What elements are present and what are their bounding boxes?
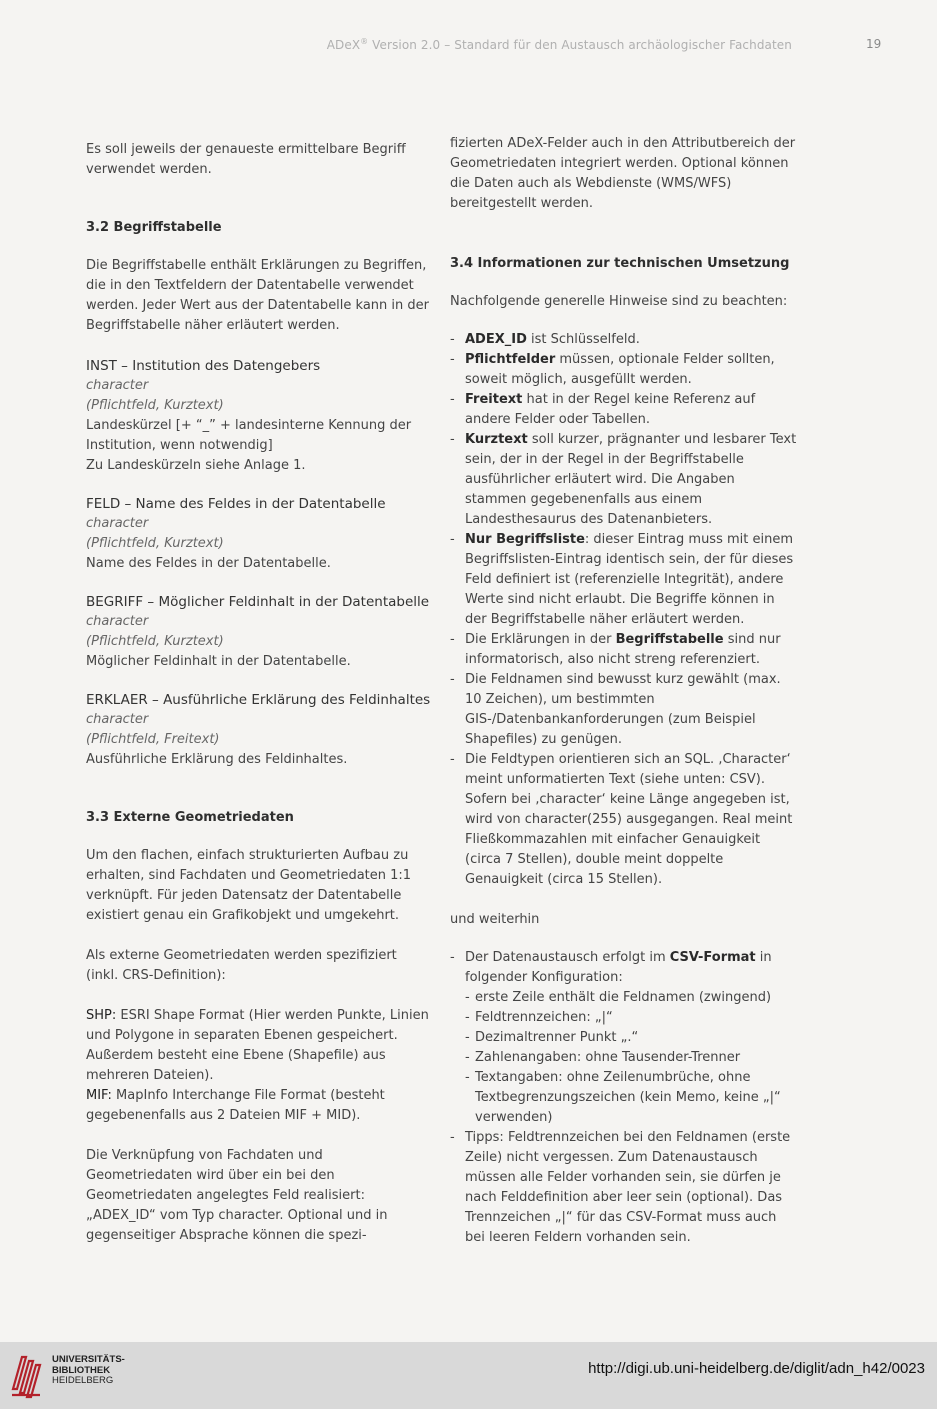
glossary-requirement: (Pflichtfeld, Kurztext) bbox=[86, 536, 224, 551]
item-text: sind nur informatorisch, also nicht streng referenziert. bbox=[465, 632, 781, 667]
glossary-title: FELD – Name des Feldes in der Datentabelle bbox=[86, 496, 386, 512]
list-item: - Die Feldnamen sind bewusst kurz gewählt (max. 10 Zeichen), um bestimmten GIS-/Datenbankanforderungen (zum Beispiel Shapefiles) zu genügen. bbox=[450, 670, 798, 750]
section-heading-3-2: 3.2 Begriffstabelle bbox=[86, 220, 222, 235]
paragraph-3-4: Nachfolgende generelle Hinweise sind zu beachten: bbox=[450, 294, 788, 309]
logo-line: UNIVERSITÄTS- bbox=[52, 1354, 125, 1365]
glossary-entry bbox=[86, 356, 432, 476]
mif-definition bbox=[86, 1086, 432, 1126]
section-heading-3-3: 3.3 Externe Geometriedaten bbox=[86, 810, 294, 825]
sub-list-item: - Feldtrennzeichen: „|“ bbox=[465, 1008, 798, 1028]
glossary-type: character bbox=[86, 712, 149, 727]
list-item bbox=[450, 948, 798, 1128]
logo-line: HEIDELBERG bbox=[52, 1375, 114, 1386]
list-item: - Die Feldtypen orientieren sich an SQL. ‚Character‘ meint unformatierten Text (siehe unten: CSV). Sofern bei ‚character‘ keine Länge angegeben ist, wird von character(255) ausgegangen. Real meint Fließkommazahlen mit einfacher Genauigkeit (circa 7 Stellen), double meint doppelte Genauigkeit (circa 15 Stellen). bbox=[450, 750, 798, 890]
mif-label: MIF: bbox=[86, 1088, 112, 1103]
item-text: Die Erklärungen in der bbox=[465, 632, 616, 647]
und-weiterhin: und weiterhin bbox=[450, 912, 540, 927]
glossary-title: INST – Institution des Datengebers bbox=[86, 358, 321, 374]
term: Begriffstabelle bbox=[615, 632, 724, 647]
library-name bbox=[52, 1355, 125, 1387]
paragraph-3-3-c: Die Verknüpfung von Fachdaten und Geometriedaten wird über ein bei den Geometriedaten angelegtes Feld realisiert: „ADEX_ID“ vom Typ character. Optional und in gegenseitiger Absprache können die spezi- bbox=[86, 1148, 388, 1243]
term: Pflichtfelder bbox=[465, 352, 556, 367]
item-text: ist Schlüsselfeld. bbox=[526, 332, 640, 347]
shp-definition bbox=[86, 1006, 432, 1086]
list-item bbox=[450, 330, 798, 350]
glossary-entry bbox=[86, 494, 432, 574]
term: CSV-Format bbox=[669, 950, 756, 965]
glossary-type: character bbox=[86, 614, 149, 629]
logo-line: BIBLIOTHEK bbox=[52, 1364, 111, 1376]
glossary-requirement: (Pflichtfeld, Kurztext) bbox=[86, 398, 224, 413]
item-text: Der Datenaustausch erfolgt im bbox=[465, 950, 670, 965]
header-title: Version 2.0 – Standard für den Austausch archäologischer Fachdaten bbox=[372, 38, 792, 52]
glossary-title: BEGRIFF – Möglicher Feldinhalt in der Datentabelle bbox=[86, 594, 430, 610]
left-column bbox=[86, 140, 432, 1246]
glossary-description: Möglicher Feldinhalt in der Datentabelle. bbox=[86, 654, 351, 669]
list-item bbox=[450, 350, 798, 390]
header-brand: ADeX bbox=[326, 38, 361, 52]
item-text: in folgender Konfiguration: bbox=[465, 950, 772, 985]
right-column bbox=[450, 134, 798, 1248]
term: Freitext bbox=[465, 392, 523, 407]
continuation-paragraph: fizierten ADeX-Felder auch in den Attributbereich der Geometriedaten integriert werden. Optional können die Daten auch als Webdienste (WMS/WFS) bereitgestellt werden. bbox=[450, 136, 796, 211]
list-item: - Tipps: Feldtrennzeichen bei den Feldnamen (erste Zeile) nicht vergessen. Zum Datenaustausch müssen alle Felder vorhanden sein, sie dürfen je nach Felddefinition aber leer sein (optional). Das Trennzeichen „|“ für das CSV-Format muss auch bei leeren Feldern vorhanden sein. bbox=[450, 1128, 798, 1248]
glossary-entry bbox=[86, 592, 432, 672]
glossary-description-extra: Zu Landeskürzeln siehe Anlage 1. bbox=[86, 458, 306, 473]
paragraph-3-2: Die Begriffstabelle enthält Erklärungen zu Begriffen, die in den Textfeldern der Datentabelle verwendet werden. Jeder Wert aus der Datentabelle kann in der Begriffstabelle näher erläutert werden. bbox=[86, 258, 429, 333]
page-number: 19 bbox=[866, 37, 882, 51]
shp-label: SHP: bbox=[86, 1008, 117, 1023]
list-item bbox=[450, 390, 798, 430]
glossary-title: ERKLAER – Ausführliche Erklärung des Feldinhaltes bbox=[86, 692, 431, 708]
item-text: : dieser Eintrag muss mit einem Begriffslisten-Eintrag identisch sein, der für dieses Feld definiert ist (referenzielle Integrität), andere Werte sind nicht erlaubt. Die Begriffe können in der Begriffstabelle näher erläutert werden. bbox=[465, 532, 794, 627]
list-item bbox=[450, 430, 798, 530]
library-logo-icon bbox=[10, 1349, 46, 1401]
sub-list-item: - Dezimaltrenner Punkt „.“ bbox=[465, 1028, 798, 1048]
hints-list bbox=[450, 330, 798, 890]
shp-text: ESRI Shape Format (Hier werden Punkte, Linien und Polygone in separaten Ebenen gespeichert. Außerdem besteht eine Ebene (Shapefile) aus mehreren Dateien). bbox=[86, 1008, 429, 1083]
intro-paragraph: Es soll jeweils der genaueste ermittelbare Begriff verwendet werden. bbox=[86, 142, 406, 177]
glossary-description: Name des Feldes in der Datentabelle. bbox=[86, 556, 331, 571]
mif-text: MapInfo Interchange File Format (besteht gegebenenfalls aus 2 Dateien MIF + MID). bbox=[86, 1088, 385, 1123]
list-item bbox=[450, 530, 798, 630]
item-text: müssen, optionale Felder sollten, soweit möglich, ausgefüllt werden. bbox=[465, 352, 775, 387]
term: ADEX_ID bbox=[465, 332, 527, 347]
sub-list-item: - erste Zeile enthält die Feldnamen (zwingend) bbox=[465, 988, 798, 1008]
paragraph-3-3-a: Um den flachen, einfach strukturierten Aufbau zu erhalten, sind Fachdaten und Geometriedaten 1:1 verknüpft. Für jeden Datensatz der Datentabelle existiert genau ein Grafikobjekt und umgekehrt. bbox=[86, 848, 412, 923]
list-item bbox=[450, 630, 798, 670]
section-heading-3-4: 3.4 Informationen zur technischen Umsetzung bbox=[450, 256, 790, 271]
term: Nur Begriffsliste bbox=[465, 532, 585, 547]
term: Kurztext bbox=[465, 432, 528, 447]
glossary-description: Ausführliche Erklärung des Feldinhaltes. bbox=[86, 752, 348, 767]
paragraph-3-3-b: Als externe Geometriedaten werden spezifiziert (inkl. CRS-Definition): bbox=[86, 948, 397, 983]
glossary-type: character bbox=[86, 378, 149, 393]
glossary-requirement: (Pflichtfeld, Freitext) bbox=[86, 732, 220, 747]
registered-mark: ® bbox=[360, 37, 369, 46]
sub-list-item: - Zahlenangaben: ohne Tausender-Trenner bbox=[465, 1048, 798, 1068]
csv-config-list bbox=[465, 988, 798, 1128]
running-header bbox=[300, 37, 792, 52]
item-text: hat in der Regel keine Referenz auf andere Felder oder Tabellen. bbox=[465, 392, 756, 427]
sub-list-item: - Textangaben: ohne Zeilenumbrüche, ohne Textbegrenzungszeichen (kein Memo, keine „|“ verwenden) bbox=[465, 1068, 798, 1128]
footer-bar bbox=[0, 1342, 937, 1409]
csv-list bbox=[450, 948, 798, 1248]
glossary-type: character bbox=[86, 516, 149, 531]
source-url-link[interactable]: http://digi.ub.uni-heidelberg.de/diglit/adn_h42/0023 bbox=[588, 1360, 925, 1377]
glossary-entry bbox=[86, 690, 432, 770]
glossary-description: Landeskürzel [+ “_” + landesinterne Kennung der Institution, wenn notwendig] bbox=[86, 418, 412, 453]
glossary-requirement: (Pflichtfeld, Kurztext) bbox=[86, 634, 224, 649]
item-text: soll kurzer, prägnanter und lesbarer Text sein, der in der Regel in der Begriffstabelle ausführlicher erläutert wird. Die Angaben stammen gegebenenfalls aus einem Landesthesaurus des Datenanbieters. bbox=[465, 432, 797, 527]
